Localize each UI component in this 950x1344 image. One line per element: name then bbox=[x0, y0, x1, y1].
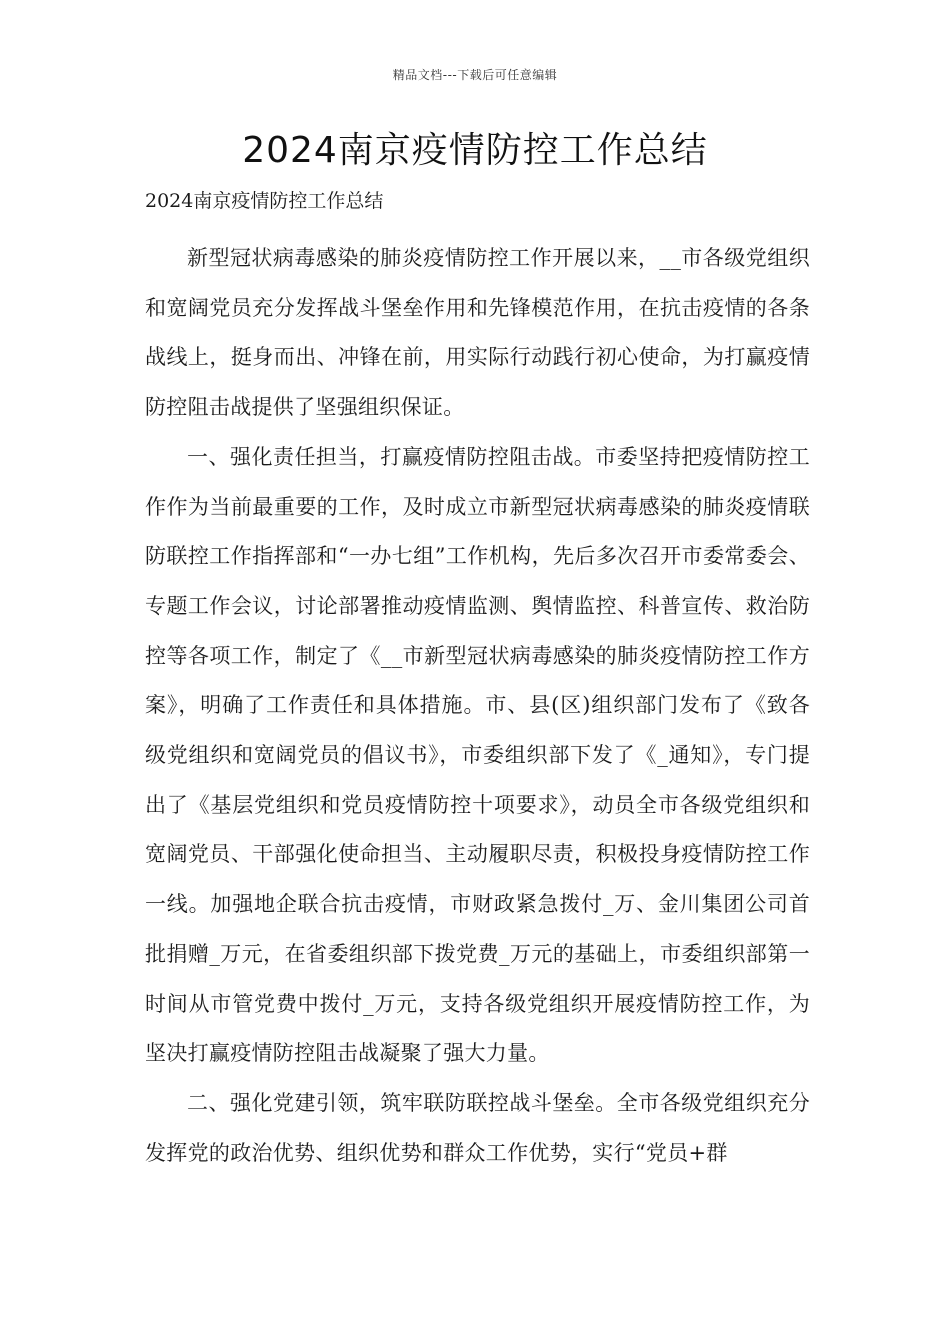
paragraph-section-1: 一、强化责任担当，打赢疫情防控阻击战。市委坚持把疫情防控工作作为当前最重要的工作，及时成立市新型冠状病毒感染的肺炎疫情联防联控工作指挥部和“一办七组”工作机构，先后多次召开市委常委会、专题工作会议，讨论部署推动疫情监测、舆情监控、科普宣传、救治防控等各项工作，制定了《__市新型冠状病毒感染的肺炎疫情防控工作方案》，明确了工作责任和具体措施。市、县(区)组织部门发布了《致各级党组织和宽阔党员的倡议书》，市委组织部下发了《_通知》，专门提出了《基层党组织和党员疫情防控十项要求》，动员全市各级党组织和宽阔党员、干部强化使命担当、主动履职尽责，积极投身疫情防控工作一线。加强地企联合抗击疫情，市财政紧急拨付_万、金川集团公司首批捐赠_万元，在省委组织部下拨党费_万元的基础上，市委组织部第一时间从市管党费中拨付_万元，支持各级党组织开展疫情防控工作，为坚决打赢疫情防控阻击战凝聚了强大力量。 bbox=[145, 444, 810, 1066]
paragraph-section-2: 二、强化党建引领，筑牢联防联控战斗堡垒。全市各级党组织充分发挥党的政治优势、组织优势和群众工作优势，实行“党员+群 bbox=[145, 1090, 810, 1165]
document-body bbox=[145, 234, 810, 1178]
document-subtitle: 2024南京疫情防控工作总结 bbox=[145, 190, 384, 212]
header-note: 精品文档---下载后可任意编辑 bbox=[392, 68, 558, 82]
paragraph-intro: 新型冠状病毒感染的肺炎疫情防控工作开展以来，__市各级党组织和宽阔党员充分发挥战斗堡垒作用和先锋模范作用，在抗击疫情的各条战线上，挺身而出、冲锋在前，用实际行动践行初心使命，为打赢疫情防控阻击战提供了坚强组织保证。 bbox=[145, 246, 810, 420]
document-title: 2024南京疫情防控工作总结 bbox=[242, 130, 708, 171]
